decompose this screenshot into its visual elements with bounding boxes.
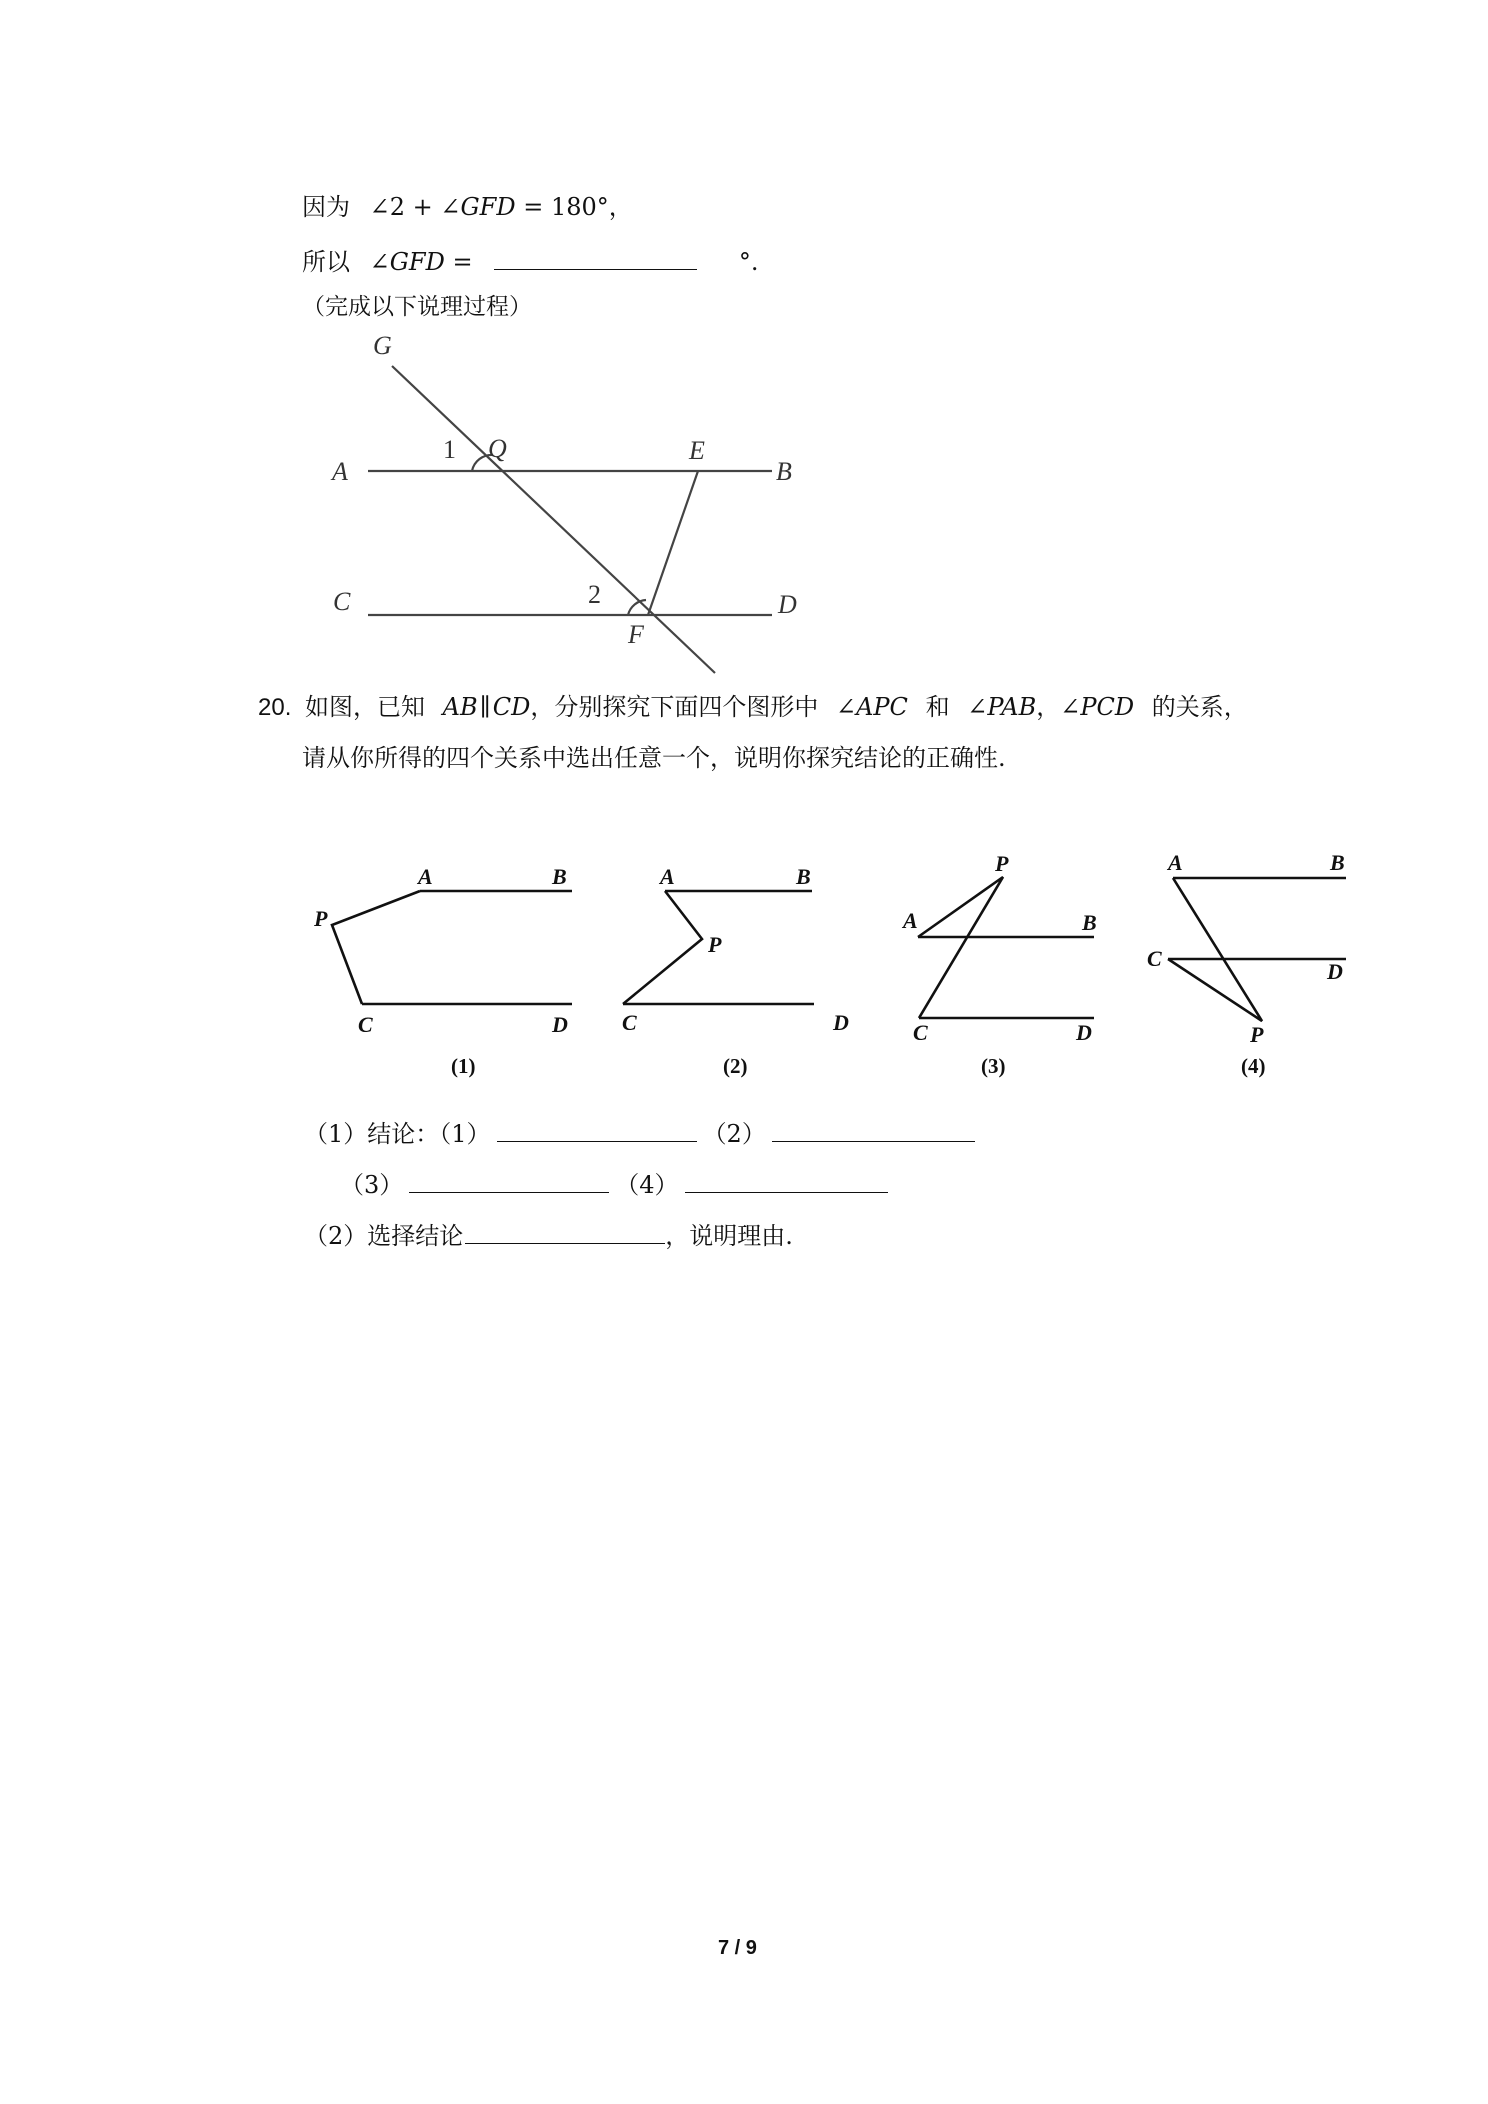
answer-line-1 xyxy=(304,1117,975,1146)
fig1-label-d: D xyxy=(552,1012,568,1037)
conclusion-3-label: （3） xyxy=(340,1171,404,1199)
part2-suffix: ，说明理由. xyxy=(665,1222,793,1250)
fig3-label-a: A xyxy=(903,908,918,933)
conclusion-2-label: （2） xyxy=(702,1120,766,1148)
question-20-number: 20. xyxy=(258,694,292,721)
caption-fig1: (1) xyxy=(451,1054,476,1078)
conclusion-4-label: （4） xyxy=(615,1171,679,1199)
step-because-prefix: 因为 xyxy=(302,193,350,221)
step-so-suffix: °. xyxy=(738,248,759,276)
q20-apc: APC xyxy=(856,693,908,721)
q20-sep: ， xyxy=(1036,693,1061,721)
step-so-eq: = xyxy=(444,248,473,276)
fig1-label-p: P xyxy=(314,906,328,931)
fig3-apc xyxy=(918,877,1003,1018)
answer-line-3 xyxy=(304,1219,793,1248)
conclusion-1-blank[interactable] xyxy=(497,1117,697,1142)
q20-and: 和 xyxy=(925,693,950,721)
fig4-label-c: C xyxy=(1147,946,1162,971)
fig2-label-c: C xyxy=(622,1010,637,1035)
fig1-apc xyxy=(332,891,420,1004)
label-b: B xyxy=(776,457,792,486)
conclusion-3-blank[interactable] xyxy=(409,1168,609,1193)
caption-fig2: (2) xyxy=(723,1054,748,1078)
q20-text-b: ，分别探究下面四个图形中 xyxy=(530,693,819,721)
conclusion-1-label: （1） xyxy=(439,1120,491,1148)
fig1-label-a: A xyxy=(418,864,433,889)
conclusion-4-blank[interactable] xyxy=(685,1168,888,1193)
conclusion-2-blank[interactable] xyxy=(772,1117,975,1142)
fig4-apc xyxy=(1168,878,1262,1021)
label-g: G xyxy=(373,331,392,360)
fig2-apc xyxy=(623,891,702,1004)
fig3-label-b: B xyxy=(1082,910,1097,935)
q20-ab: AB xyxy=(442,693,478,721)
step-because-rest: = 180°， xyxy=(515,193,633,221)
fig4-label-b: B xyxy=(1330,850,1345,875)
answer-line-2 xyxy=(340,1168,888,1197)
q20-angle-apc-sym: ∠ xyxy=(835,693,857,721)
label-a: A xyxy=(332,457,348,486)
fig2-label-d: D xyxy=(833,1010,849,1035)
fig1-label-c: C xyxy=(358,1012,373,1037)
fig3-label-d: D xyxy=(1076,1020,1092,1045)
fig4-label-d: D xyxy=(1327,959,1343,984)
label-d: D xyxy=(778,590,797,619)
fig4-label-a: A xyxy=(1168,850,1183,875)
label-one: 1 xyxy=(443,435,456,464)
q20-text-c: 的关系， xyxy=(1151,693,1248,721)
label-two: 2 xyxy=(588,580,601,609)
q20-pab: PAB xyxy=(987,693,1037,721)
part1-label: （1）结论： xyxy=(304,1120,440,1148)
step-so-prefix: 所以 xyxy=(302,248,350,276)
label-e: E xyxy=(689,436,705,465)
fig2-label-p: P xyxy=(708,932,722,957)
label-c: C xyxy=(333,587,351,616)
q20-angle-pab-sym: ∠ xyxy=(967,693,988,721)
q20-pcd: PCD xyxy=(1080,693,1135,721)
step-so-var: GFD xyxy=(389,248,445,276)
label-q: Q xyxy=(488,434,507,463)
fig3-label-p: P xyxy=(995,851,1009,876)
fig4-label-p: P xyxy=(1250,1022,1264,1047)
fig1-label-b: B xyxy=(552,864,567,889)
question-20-line2: 请从你所得的四个关系中选出任意一个，说明你探究结论的正确性. xyxy=(302,744,1006,772)
page-number: 7 / 9 xyxy=(718,1937,757,1959)
q20-text-a: 如图，已知 xyxy=(305,693,426,721)
part2-label: （2）选择结论 xyxy=(304,1222,464,1250)
q20-angle-pcd-sym: ∠ xyxy=(1060,693,1081,721)
step-because-var: GFD xyxy=(460,193,516,221)
caption-fig3: (3) xyxy=(981,1054,1006,1078)
q20-parallel: ∥ xyxy=(479,693,491,721)
choice-blank[interactable] xyxy=(465,1219,665,1244)
fig2-label-a: A xyxy=(660,864,675,889)
fig3-label-c: C xyxy=(913,1020,928,1045)
step-because-expr: ∠2 + ∠ xyxy=(369,193,461,221)
q20-cd: CD xyxy=(492,693,531,721)
instruction-text: （完成以下说理过程） xyxy=(302,294,532,320)
label-f: F xyxy=(628,620,644,649)
fig2-label-b: B xyxy=(796,864,811,889)
step-so-expr: ∠ xyxy=(369,248,390,276)
caption-fig4: (4) xyxy=(1241,1054,1266,1078)
